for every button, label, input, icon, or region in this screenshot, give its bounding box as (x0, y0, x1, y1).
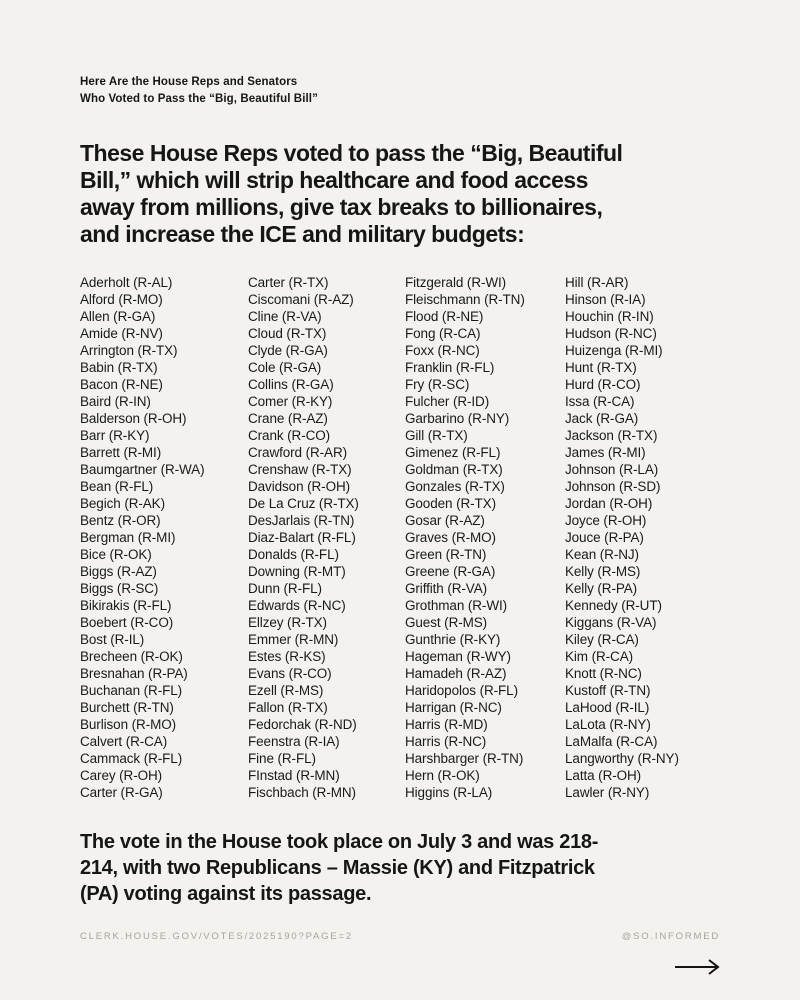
list-item: Fry (R-SC) (405, 377, 470, 393)
list-item: Langworthy (R-NY) (565, 751, 679, 767)
list-item: Edwards (R-NC) (248, 598, 346, 614)
list-item: Bost (R-IL) (80, 632, 145, 648)
headline-line: Bill,” which will strip healthcare and food access (80, 167, 588, 194)
list-item: Downing (R-MT) (248, 564, 346, 580)
list-item: Jouce (R-PA) (565, 530, 644, 546)
list-item: Bacon (R-NE) (80, 377, 163, 393)
list-item: Jordan (R-OH) (565, 496, 653, 512)
headline-line: away from millions, give tax breaks to billionaires, (80, 194, 603, 221)
list-item: Kelly (R-PA) (565, 581, 638, 597)
list-item: Fallon (R-TX) (248, 700, 328, 716)
credit-handle: @SO.INFORMED (621, 931, 720, 943)
list-item: Johnson (R-LA) (565, 462, 659, 478)
list-item: Fedorchak (R-ND) (248, 717, 357, 733)
list-item: Higgins (R-LA) (405, 785, 493, 801)
list-item: Kennedy (R-UT) (565, 598, 662, 614)
list-item: Hinson (R-IA) (565, 292, 646, 308)
list-item: Lawler (R-NY) (565, 785, 650, 801)
list-item: Crank (R-CO) (248, 428, 331, 444)
kicker-line: Here Are the House Reps and Senators (80, 76, 298, 88)
list-item: Barr (R-KY) (80, 428, 150, 444)
list-item: Issa (R-CA) (565, 394, 635, 410)
list-item: Donalds (R-FL) (248, 547, 339, 563)
list-item: Buchanan (R-FL) (80, 683, 183, 699)
list-item: Kustoff (R-TN) (565, 683, 651, 699)
list-item: Harshbarger (R-TN) (405, 751, 524, 767)
list-item: Clyde (R-GA) (248, 343, 328, 359)
list-item: Collins (R-GA) (248, 377, 334, 393)
list-item: Burlison (R-MO) (80, 717, 177, 733)
list-item: Harris (R-MD) (405, 717, 488, 733)
headline-line: These House Reps voted to pass the “Big, Beautiful (80, 140, 623, 167)
list-item: Greene (R-GA) (405, 564, 496, 580)
list-item: Bice (R-OK) (80, 547, 152, 563)
list-item: Emmer (R-MN) (248, 632, 339, 648)
list-item: Hudson (R-NC) (565, 326, 657, 342)
list-item: Comer (R-KY) (248, 394, 333, 410)
list-item: Babin (R-TX) (80, 360, 158, 376)
list-item: Fischbach (R-MN) (248, 785, 356, 801)
list-item: Barrett (R-MI) (80, 445, 162, 461)
list-item: FInstad (R-MN) (248, 768, 340, 784)
list-item: Hunt (R-TX) (565, 360, 637, 376)
list-item: Hamadeh (R-AZ) (405, 666, 507, 682)
list-item: Johnson (R-SD) (565, 479, 661, 495)
list-item: Kelly (R-MS) (565, 564, 641, 580)
list-item: Carey (R-OH) (80, 768, 163, 784)
list-item: LaMalfa (R-CA) (565, 734, 658, 750)
list-item: Biggs (R-AZ) (80, 564, 157, 580)
list-item: Fleischmann (R-TN) (405, 292, 525, 308)
list-item: Bentz (R-OR) (80, 513, 161, 529)
list-item: Crane (R-AZ) (248, 411, 328, 427)
list-item: Calvert (R-CA) (80, 734, 168, 750)
list-item: Gooden (R-TX) (405, 496, 496, 512)
list-item: Burchett (R-TN) (80, 700, 174, 716)
list-item: Guest (R-MS) (405, 615, 488, 631)
list-item: Ezell (R-MS) (248, 683, 324, 699)
list-item: Cole (R-GA) (248, 360, 322, 376)
list-item: Grothman (R-WI) (405, 598, 508, 614)
list-item: Carter (R-GA) (80, 785, 163, 801)
list-item: Balderson (R-OH) (80, 411, 187, 427)
list-item: Graves (R-MO) (405, 530, 496, 546)
list-item: Ellzey (R-TX) (248, 615, 327, 631)
arrow-row (80, 958, 720, 976)
list-item: Cloud (R-TX) (248, 326, 327, 342)
list-item: Davidson (R-OH) (248, 479, 351, 495)
list-item: Crenshaw (R-TX) (248, 462, 352, 478)
list-item: Crawford (R-AR) (248, 445, 348, 461)
next-arrow-icon[interactable] (674, 958, 720, 976)
list-item: Jackson (R-TX) (565, 428, 658, 444)
list-item: Biggs (R-SC) (80, 581, 159, 597)
list-item: De La Cruz (R-TX) (248, 496, 359, 512)
kicker (80, 74, 720, 107)
footer (80, 931, 720, 942)
list-item: Harrigan (R-NC) (405, 700, 502, 716)
list-item: Ciscomani (R-AZ) (248, 292, 354, 308)
list-item: Fitzgerald (R-WI) (405, 275, 507, 291)
list-item: Hill (R-AR) (565, 275, 629, 291)
list-item: Hern (R-OK) (405, 768, 480, 784)
list-item: Griffith (R-VA) (405, 581, 488, 597)
reps-column-1 (80, 274, 248, 801)
list-item: Estes (R-KS) (248, 649, 326, 665)
reps-list (80, 274, 720, 801)
list-item: Kean (R-NJ) (565, 547, 639, 563)
reps-column-2 (248, 274, 405, 801)
list-item: Dunn (R-FL) (248, 581, 322, 597)
list-item: Joyce (R-OH) (565, 513, 647, 529)
list-item: Harris (R-NC) (405, 734, 487, 750)
list-item: Bean (R-FL) (80, 479, 154, 495)
list-item: Baird (R-IN) (80, 394, 151, 410)
list-item: LaHood (R-IL) (565, 700, 650, 716)
list-item: Haridopolos (R-FL) (405, 683, 518, 699)
list-item: Boebert (R-CO) (80, 615, 174, 631)
list-item: Amide (R-NV) (80, 326, 163, 342)
list-item: Bresnahan (R-PA) (80, 666, 188, 682)
list-item: Carter (R-TX) (248, 275, 329, 291)
list-item: Feenstra (R-IA) (248, 734, 340, 750)
list-item: Alford (R-MO) (80, 292, 163, 308)
list-item: Green (R-TN) (405, 547, 487, 563)
list-item: Fine (R-FL) (248, 751, 316, 767)
list-item: Jack (R-GA) (565, 411, 639, 427)
list-item: Knott (R-NC) (565, 666, 642, 682)
list-item: Flood (R-NE) (405, 309, 484, 325)
list-item: Fong (R-CA) (405, 326, 481, 342)
list-item: Gill (R-TX) (405, 428, 468, 444)
note-line: 214, with two Republicans – Massie (KY) and Fitzpatrick (80, 857, 595, 880)
list-item: Hurd (R-CO) (565, 377, 641, 393)
list-item: Arrington (R-TX) (80, 343, 178, 359)
list-item: Baumgartner (R-WA) (80, 462, 205, 478)
list-item: Foxx (R-NC) (405, 343, 480, 359)
source-url: CLERK.HOUSE.GOV/VOTES/2025190?PAGE=2 (80, 931, 353, 943)
list-item: Aderholt (R-AL) (80, 275, 173, 291)
list-item: Allen (R-GA) (80, 309, 156, 325)
list-item: Latta (R-OH) (565, 768, 642, 784)
headline (80, 140, 720, 248)
note-line: (PA) voting against its passage. (80, 883, 372, 906)
list-item: Gimenez (R-FL) (405, 445, 501, 461)
note-line: The vote in the House took place on July 3 and was 218- (80, 831, 599, 854)
list-item: Garbarino (R-NY) (405, 411, 510, 427)
list-item: Bergman (R-MI) (80, 530, 176, 546)
list-item: Evans (R-CO) (248, 666, 332, 682)
list-item: Begich (R-AK) (80, 496, 165, 512)
list-item: Cline (R-VA) (248, 309, 322, 325)
reps-column-4 (565, 274, 720, 801)
list-item: Gosar (R-AZ) (405, 513, 485, 529)
list-item: LaLota (R-NY) (565, 717, 651, 733)
list-item: Kim (R-CA) (565, 649, 633, 665)
list-item: Kiggans (R-VA) (565, 615, 657, 631)
list-item: Hageman (R-WY) (405, 649, 511, 665)
headline-line: and increase the ICE and military budgets: (80, 221, 525, 248)
list-item: DesJarlais (R-TN) (248, 513, 355, 529)
vote-summary (80, 829, 720, 907)
list-item: Houchin (R-IN) (565, 309, 654, 325)
list-item: Diaz-Balart (R-FL) (248, 530, 356, 546)
list-item: Cammack (R-FL) (80, 751, 183, 767)
list-item: Franklin (R-FL) (405, 360, 495, 376)
list-item: Bikirakis (R-FL) (80, 598, 172, 614)
list-item: Brecheen (R-OK) (80, 649, 183, 665)
list-item: Goldman (R-TX) (405, 462, 503, 478)
list-item: Gonzales (R-TX) (405, 479, 505, 495)
kicker-line: Who Voted to Pass the “Big, Beautiful Bill” (80, 92, 318, 105)
list-item: Huizenga (R-MI) (565, 343, 663, 359)
list-item: Fulcher (R-ID) (405, 394, 490, 410)
list-item: James (R-MI) (565, 445, 646, 461)
reps-column-3 (405, 274, 565, 801)
list-item: Gunthrie (R-KY) (405, 632, 501, 648)
list-item: Kiley (R-CA) (565, 632, 639, 648)
